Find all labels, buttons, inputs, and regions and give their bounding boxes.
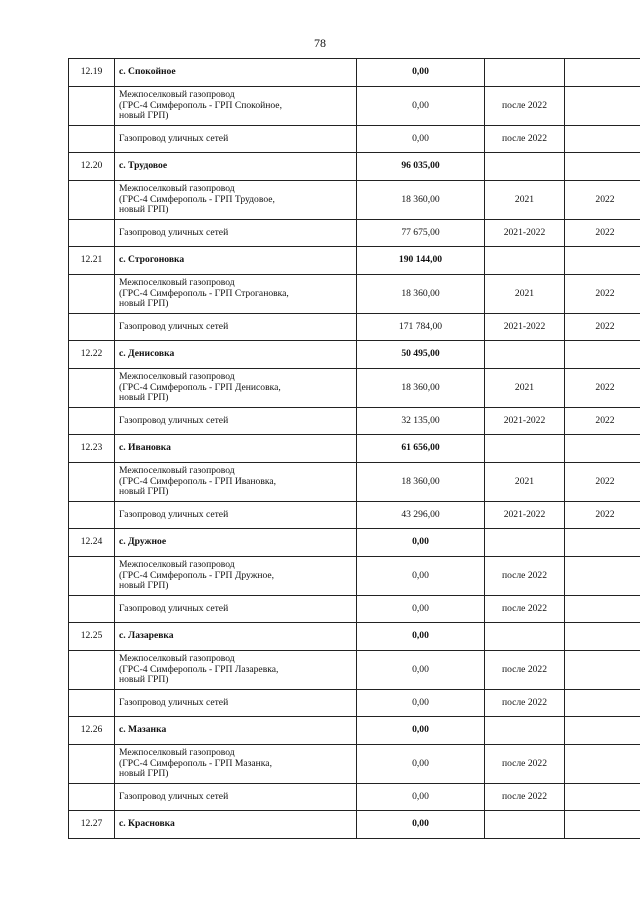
cell-start-year: 2021-2022 xyxy=(485,220,565,247)
cell-name: Газопровод уличных сетей xyxy=(115,314,357,341)
table-row xyxy=(69,275,640,314)
table-row xyxy=(69,651,640,690)
table-row xyxy=(69,87,640,126)
cell-start-year xyxy=(485,247,565,275)
table-row xyxy=(69,408,640,435)
cell-start-year: 2021-2022 xyxy=(485,314,565,341)
cell-number: 12.19 xyxy=(69,59,115,87)
cell-start-year: после 2022 xyxy=(485,690,565,717)
cell-name: с. Мазанка xyxy=(115,717,357,745)
cell-cost: 0,00 xyxy=(357,690,485,717)
cell-cost: 0,00 xyxy=(357,745,485,784)
cell-start-year: после 2022 xyxy=(485,784,565,811)
cell-name: с. Лазаревка xyxy=(115,623,357,651)
table-row xyxy=(69,181,640,220)
cell-name: Газопровод уличных сетей xyxy=(115,690,357,717)
cell-end-year xyxy=(565,557,640,596)
cell-name: Межпоселковый газопровод (ГРС-4 Симферополь - ГРП Мазанка, новый ГРП) xyxy=(115,745,357,784)
cell-name: Межпоселковый газопровод (ГРС-4 Симферополь - ГРП Денисовка, новый ГРП) xyxy=(115,369,357,408)
cell-end-year: 2022 xyxy=(565,463,640,502)
cell-start-year: 2021-2022 xyxy=(485,502,565,529)
cell-name: с. Дружное xyxy=(115,529,357,557)
cell-cost: 32 135,00 xyxy=(357,408,485,435)
cell-start-year xyxy=(485,623,565,651)
cell-start-year xyxy=(485,435,565,463)
cell-name: с. Трудовое xyxy=(115,153,357,181)
cell-cost: 18 360,00 xyxy=(357,369,485,408)
cell-cost: 96 035,00 xyxy=(357,153,485,181)
cell-number xyxy=(69,463,115,502)
cell-name: с. Денисовка xyxy=(115,341,357,369)
cell-number xyxy=(69,369,115,408)
cell-cost: 18 360,00 xyxy=(357,463,485,502)
cell-start-year xyxy=(485,341,565,369)
table-row xyxy=(69,784,640,811)
cell-start-year: 2021 xyxy=(485,275,565,314)
cell-name: Газопровод уличных сетей xyxy=(115,502,357,529)
cell-number xyxy=(69,314,115,341)
table-row-settlement xyxy=(69,811,640,839)
table-row-settlement xyxy=(69,717,640,745)
cell-start-year: после 2022 xyxy=(485,745,565,784)
table-row-settlement xyxy=(69,247,640,275)
table-row xyxy=(69,369,640,408)
table-row xyxy=(69,314,640,341)
cell-end-year xyxy=(565,717,640,745)
cell-name: Межпоселковый газопровод (ГРС-4 Симферополь - ГРП Трудовое, новый ГРП) xyxy=(115,181,357,220)
cell-number: 12.22 xyxy=(69,341,115,369)
cell-end-year xyxy=(565,435,640,463)
cell-start-year xyxy=(485,59,565,87)
cell-number: 12.21 xyxy=(69,247,115,275)
cell-name: с. Красновка xyxy=(115,811,357,839)
cell-start-year: после 2022 xyxy=(485,557,565,596)
cell-cost: 0,00 xyxy=(357,529,485,557)
cell-name: Межпоселковый газопровод (ГРС-4 Симферополь - ГРП Спокойное, новый ГРП) xyxy=(115,87,357,126)
cell-cost: 0,00 xyxy=(357,596,485,623)
cell-cost: 0,00 xyxy=(357,811,485,839)
cell-start-year: 2021 xyxy=(485,369,565,408)
cell-number: 12.23 xyxy=(69,435,115,463)
table-row xyxy=(69,745,640,784)
cell-start-year: после 2022 xyxy=(485,126,565,153)
cell-end-year xyxy=(565,126,640,153)
cell-number xyxy=(69,596,115,623)
cell-end-year xyxy=(565,784,640,811)
cell-number xyxy=(69,784,115,811)
cell-number: 12.20 xyxy=(69,153,115,181)
cell-number: 12.27 xyxy=(69,811,115,839)
cell-number: 12.26 xyxy=(69,717,115,745)
cell-end-year xyxy=(565,690,640,717)
cell-end-year: 2022 xyxy=(565,220,640,247)
table-row-settlement xyxy=(69,623,640,651)
cell-name: Межпоселковый газопровод (ГРС-4 Симферополь - ГРП Дружное, новый ГРП) xyxy=(115,557,357,596)
cell-end-year xyxy=(565,651,640,690)
cell-number: 12.25 xyxy=(69,623,115,651)
cell-cost: 0,00 xyxy=(357,717,485,745)
cell-name: с. Ивановка xyxy=(115,435,357,463)
cell-name: Газопровод уличных сетей xyxy=(115,596,357,623)
cell-number xyxy=(69,408,115,435)
page-number: 78 xyxy=(314,36,326,50)
cell-start-year xyxy=(485,153,565,181)
cell-end-year xyxy=(565,247,640,275)
table-row xyxy=(69,502,640,529)
cell-cost: 61 656,00 xyxy=(357,435,485,463)
cell-cost: 171 784,00 xyxy=(357,314,485,341)
table-row-settlement xyxy=(69,59,640,87)
cell-name: Межпоселковый газопровод (ГРС-4 Симферополь - ГРП Строгановка, новый ГРП) xyxy=(115,275,357,314)
cell-number xyxy=(69,275,115,314)
cell-cost: 43 296,00 xyxy=(357,502,485,529)
cell-cost: 0,00 xyxy=(357,623,485,651)
cell-start-year xyxy=(485,811,565,839)
cell-cost: 50 495,00 xyxy=(357,341,485,369)
cell-number xyxy=(69,126,115,153)
cell-start-year: 2021 xyxy=(485,181,565,220)
cell-name: Газопровод уличных сетей xyxy=(115,408,357,435)
cell-cost: 77 675,00 xyxy=(357,220,485,247)
cell-end-year xyxy=(565,59,640,87)
cell-end-year: 2022 xyxy=(565,408,640,435)
cell-end-year: 2022 xyxy=(565,275,640,314)
cell-end-year xyxy=(565,153,640,181)
cell-name: с. Спокойное xyxy=(115,59,357,87)
cell-cost: 0,00 xyxy=(357,784,485,811)
cell-name: Межпоселковый газопровод (ГРС-4 Симферополь - ГРП Ивановка, новый ГРП) xyxy=(115,463,357,502)
table-row-settlement xyxy=(69,153,640,181)
cell-start-year: 2021-2022 xyxy=(485,408,565,435)
cell-cost: 0,00 xyxy=(357,87,485,126)
table-row xyxy=(69,690,640,717)
gas-pipeline-table xyxy=(68,58,640,839)
table-row xyxy=(69,126,640,153)
cell-end-year xyxy=(565,341,640,369)
cell-end-year: 2022 xyxy=(565,502,640,529)
cell-start-year: после 2022 xyxy=(485,651,565,690)
cell-end-year xyxy=(565,529,640,557)
cell-end-year xyxy=(565,745,640,784)
cell-end-year: 2022 xyxy=(565,369,640,408)
table-row xyxy=(69,220,640,247)
table-row-settlement xyxy=(69,435,640,463)
cell-name: Газопровод уличных сетей xyxy=(115,126,357,153)
cell-number xyxy=(69,557,115,596)
cell-number xyxy=(69,87,115,126)
cell-name: с. Строгоновка xyxy=(115,247,357,275)
cell-end-year: 2022 xyxy=(565,314,640,341)
cell-cost: 0,00 xyxy=(357,651,485,690)
cell-start-year: после 2022 xyxy=(485,596,565,623)
table-row xyxy=(69,557,640,596)
cell-cost: 0,00 xyxy=(357,557,485,596)
cell-end-year xyxy=(565,87,640,126)
cell-start-year xyxy=(485,529,565,557)
cell-cost: 0,00 xyxy=(357,59,485,87)
cell-number xyxy=(69,220,115,247)
cell-start-year: после 2022 xyxy=(485,87,565,126)
cell-number xyxy=(69,745,115,784)
cell-name: Газопровод уличных сетей xyxy=(115,220,357,247)
cell-cost: 18 360,00 xyxy=(357,181,485,220)
cell-start-year: 2021 xyxy=(485,463,565,502)
cell-cost: 0,00 xyxy=(357,126,485,153)
cell-end-year xyxy=(565,623,640,651)
table-row-settlement xyxy=(69,529,640,557)
cell-end-year xyxy=(565,811,640,839)
cell-number: 12.24 xyxy=(69,529,115,557)
cell-cost: 18 360,00 xyxy=(357,275,485,314)
cell-end-year: 2022 xyxy=(565,181,640,220)
table-row xyxy=(69,463,640,502)
cell-name: Межпоселковый газопровод (ГРС-4 Симферополь - ГРП Лазаревка, новый ГРП) xyxy=(115,651,357,690)
cell-cost: 190 144,00 xyxy=(357,247,485,275)
cell-number xyxy=(69,502,115,529)
cell-number xyxy=(69,690,115,717)
table-body xyxy=(69,59,640,839)
table-row-settlement xyxy=(69,341,640,369)
cell-number xyxy=(69,181,115,220)
table-row xyxy=(69,596,640,623)
cell-end-year xyxy=(565,596,640,623)
cell-name: Газопровод уличных сетей xyxy=(115,784,357,811)
cell-number xyxy=(69,651,115,690)
cell-start-year xyxy=(485,717,565,745)
